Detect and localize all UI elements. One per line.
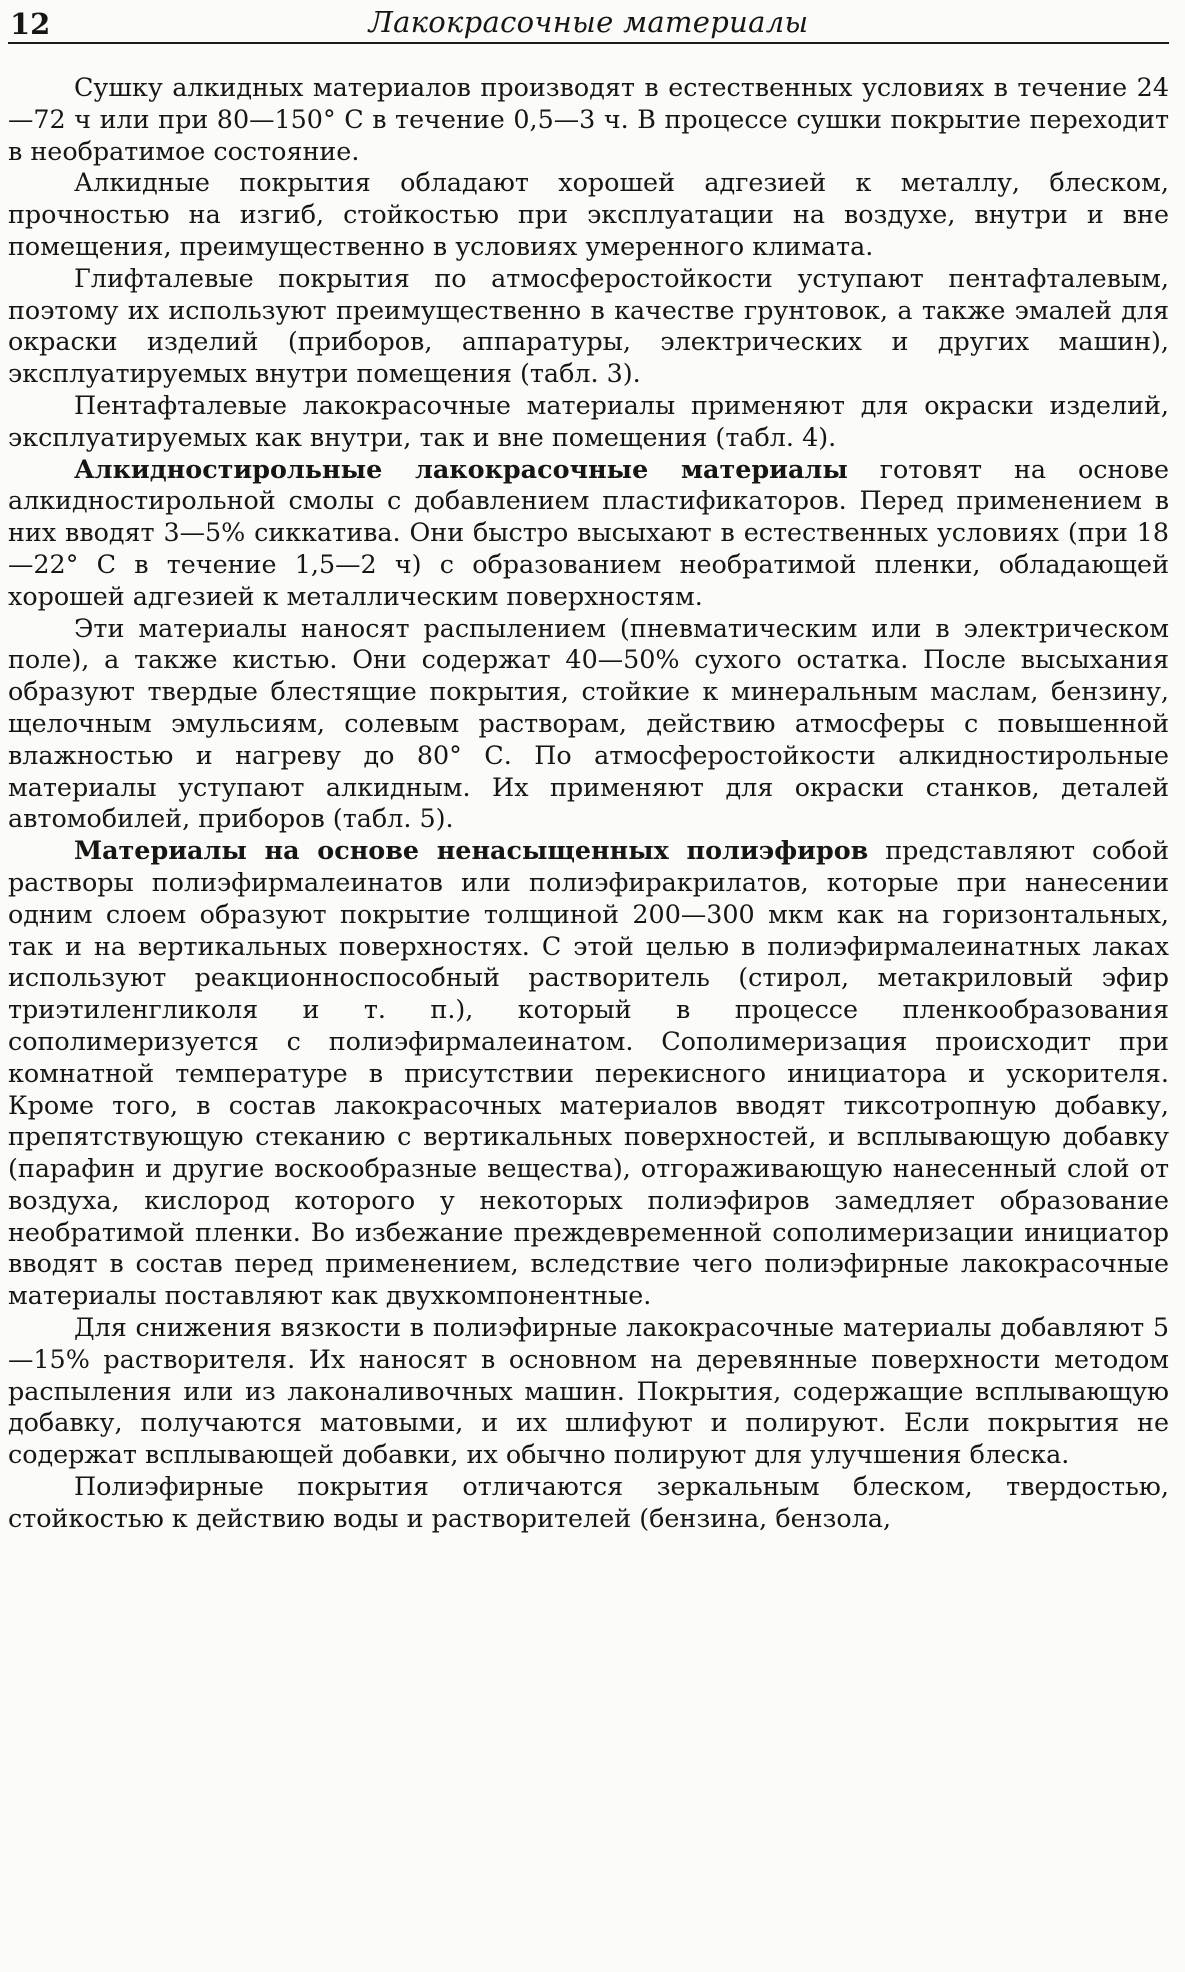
running-title: Лакокрасочные материалы [368, 5, 809, 39]
paragraph-6 [8, 613, 1169, 836]
paragraph-2 [8, 167, 1169, 262]
paragraph-1-text: Сушку алкидных материалов производят в естественных условиях в течение 24—72 ч или при 80—150° С в течение 0,5—3 ч. В процессе сушки покрытие переходит в необратимое состояние. [8, 72, 1169, 166]
paragraph-5-bold-lead: Алкидностирольные лакокрасочные материалы [74, 453, 848, 484]
paragraph-8-text: Для снижения вязкости в полиэфирные лакокрасочные материалы добавляют 5—15% растворителя. Их наносят в основном на деревянные поверхности методом распыления или из лаконаливочных машин. Покрытия, содержащие всплывающую добавку, получаются матовыми, и их шлифуют и полируют. Если покрытия не содержат всплывающей добавки, их обычно полируют для улучшения блеска. [8, 1312, 1169, 1470]
paragraph-9-text: Полиэфирные покрытия отличаются зеркальным блеском, твердостью, стойкостью к действию воды и растворителей (бензина, бензола, [8, 1471, 1169, 1533]
paragraph-5 [8, 454, 1169, 613]
paragraph-2-text: Алкидные покрытия обладают хорошей адгезией к металлу, блеском, прочностью на изгиб, стойкостью при эксплуатации на воздухе, внутри и вне помещения, преимущественно в условиях умеренного климата. [8, 167, 1169, 261]
page-number: 12 [10, 7, 51, 41]
paragraph-8 [8, 1312, 1169, 1471]
paragraph-4-text: Пентафталевые лакокрасочные материалы применяют для окраски изделий, эксплуатируемых как внутри, так и вне помещения (табл. 4). [8, 389, 1169, 452]
paragraph-7-text: представляют собой растворы полиэфирмалеинатов или полиэфиракрилатов, которые при нанесении одним слоем образуют покрытие толщиной 200—300 мкм как на горизонтальных, так и на вертикальных поверхностях. С этой целью в полиэфирмалеинатных лаках используют реакционноспособный растворитель (стирол, метакриловый эфир триэтиленгликоля и т. п.), который в процессе пленкообразования сополимеризуется с полиэфирмалеинатом. Сополимеризация происходит при комнатной температуре в присутствии перекисного инициатора и ускорителя. Кроме того, в состав лакокрасочных материалов вводят тиксотропную добавку, препятствующую стеканию с вертикальных поверхностей, и всплывающую добавку (парафин и другие воскообразные вещества), отгораживающую нанесенный слой от воздуха, кислород которого у некоторых полиэфиров замедляет образование необратимой пленки. Во избежание преждевременной сополимеризации инициатор вводят в состав перед применением, вследствие чего полиэфирные лакокрасочные материалы поставляют как двухкомпонентные. [8, 835, 1169, 1311]
paragraph-3-text: Глифталевые покрытия по атмосферостойкости уступают пентафталевым, поэтому их используют преимущественно в качестве грунтовок, а также эмалей для окраски изделий (приборов, аппаратуры, электрических и других машин), эксплуатируемых внутри помещения (табл. 3). [8, 262, 1169, 389]
paragraph-6-text: Эти материалы наносят распылением (пневматическим или в электрическом поле), а также кистью. Они содержат 40—50% сухого остатка. После высыхания образуют твердые блестящие покрытия, стойкие к минеральным маслам, бензину, щелочным эмульсиям, солевым растворам, действию атмосферы с повышенной влажностью и нагреву до 80° С. По атмосферостойкости алкидностирольные материалы уступают алкидным. Их применяют для окраски станков, деталей автомобилей, приборов (табл. 5). [8, 612, 1169, 834]
paragraph-7 [8, 835, 1169, 1312]
page-header [8, 0, 1169, 44]
paragraph-7-bold-lead: Материалы на основе ненасыщенных полиэфиров [74, 835, 869, 866]
paragraph-4 [8, 390, 1169, 454]
body-text [8, 44, 1169, 1535]
paragraph-5-text: готовят на основе алкидностирольной смолы с добавлением пластификаторов. Перед применением в них вводят 3—5% сиккатива. Они быстро высыхают в естественных условиях (при 18—22° С в течение 1,5—2 ч) с образованием необратимой пленки, обладающей хорошей адгезией к металлическим поверхностям. [8, 453, 1170, 611]
paragraph-1 [8, 72, 1169, 167]
paragraph-9 [8, 1471, 1169, 1535]
paragraph-3 [8, 263, 1169, 390]
